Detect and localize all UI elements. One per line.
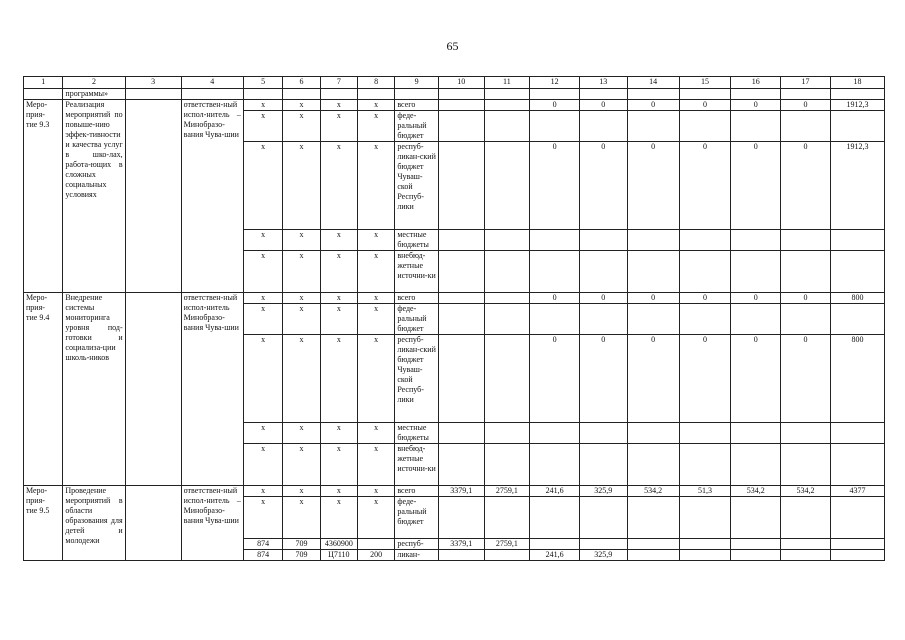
column-header: 10: [438, 77, 484, 89]
funding-source: внебюд-жетные источни-ки: [395, 444, 439, 486]
value-cell: [731, 251, 781, 293]
value-cell: x: [243, 335, 282, 423]
value-cell: 2759,1: [484, 486, 530, 497]
value-cell: x: [243, 293, 282, 304]
funding-source: местные бюджеты: [395, 423, 439, 444]
value-cell: [679, 444, 731, 486]
value-cell: x: [357, 304, 394, 335]
table-cell: [357, 89, 394, 100]
value-cell: 0: [579, 293, 627, 304]
budget-table: [23, 76, 885, 561]
value-cell: [830, 230, 884, 251]
value-cell: x: [243, 486, 282, 497]
table-cell: [320, 89, 357, 100]
value-cell: [731, 497, 781, 539]
column-header: 14: [627, 77, 679, 89]
value-cell: 0: [781, 335, 831, 423]
value-cell: [679, 497, 731, 539]
value-cell: 0: [530, 142, 580, 230]
value-cell: [679, 423, 731, 444]
table-cell: [395, 89, 439, 100]
column-header: 17: [781, 77, 831, 89]
value-cell: [530, 423, 580, 444]
value-cell: [627, 304, 679, 335]
value-cell: 0: [579, 335, 627, 423]
value-cell: x: [243, 111, 282, 142]
column-header: 4: [181, 77, 243, 89]
value-cell: x: [320, 111, 357, 142]
value-cell: 3379,1: [438, 539, 484, 550]
value-cell: [438, 142, 484, 230]
value-cell: [731, 423, 781, 444]
column-header: 16: [731, 77, 781, 89]
table-cell: [243, 89, 282, 100]
table-cell: [579, 89, 627, 100]
column-header: 15: [679, 77, 731, 89]
table-cell: [125, 486, 181, 561]
value-cell: [830, 539, 884, 550]
value-cell: [627, 251, 679, 293]
value-cell: x: [320, 251, 357, 293]
column-header: 3: [125, 77, 181, 89]
value-cell: 1912,3: [830, 142, 884, 230]
value-cell: x: [283, 444, 320, 486]
value-cell: x: [357, 444, 394, 486]
value-cell: x: [243, 304, 282, 335]
value-cell: [438, 111, 484, 142]
value-cell: 241,6: [530, 550, 580, 561]
table-cell: [830, 89, 884, 100]
value-cell: [530, 111, 580, 142]
table-cell: [181, 89, 243, 100]
funding-source: внебюд-жетные источни-ки: [395, 251, 439, 293]
value-cell: [781, 230, 831, 251]
column-header: 13: [579, 77, 627, 89]
column-header: 12: [530, 77, 580, 89]
table-cell: [125, 293, 181, 486]
value-cell: 874: [243, 539, 282, 550]
table-cell: [731, 89, 781, 100]
value-cell: x: [357, 251, 394, 293]
value-cell: [357, 539, 394, 550]
header-row: [24, 77, 885, 89]
value-cell: [484, 293, 530, 304]
value-cell: [579, 444, 627, 486]
measure-name: Внедрение системы мониторинга уровня под-готовки и социализа-ции школь-ников: [63, 293, 125, 486]
table-cell: [24, 89, 63, 100]
value-cell: [438, 230, 484, 251]
value-cell: x: [283, 304, 320, 335]
value-cell: 0: [627, 293, 679, 304]
value-cell: 4377: [830, 486, 884, 497]
table-cell: [438, 89, 484, 100]
value-cell: [579, 423, 627, 444]
value-cell: [679, 111, 731, 142]
value-cell: x: [320, 423, 357, 444]
column-header: 8: [357, 77, 394, 89]
value-cell: [679, 230, 731, 251]
value-cell: x: [357, 100, 394, 111]
column-header: 6: [283, 77, 320, 89]
table-row: [24, 100, 885, 111]
value-cell: [530, 251, 580, 293]
value-cell: 0: [627, 100, 679, 111]
value-cell: x: [357, 497, 394, 539]
value-cell: 534,2: [781, 486, 831, 497]
value-cell: 1912,3: [830, 100, 884, 111]
value-cell: 0: [530, 100, 580, 111]
value-cell: 800: [830, 293, 884, 304]
value-cell: [484, 100, 530, 111]
measure-code: Меро- прия- тие 9.3: [24, 100, 63, 293]
value-cell: 0: [627, 335, 679, 423]
value-cell: x: [243, 251, 282, 293]
value-cell: [579, 111, 627, 142]
funding-source: респуб-ликан-ский бюджет Чуваш-ской Респуб-лики: [395, 142, 439, 230]
funding-source: респуб-ликан-ский бюджет Чуваш-ской Респуб-лики: [395, 335, 439, 423]
value-cell: 0: [579, 100, 627, 111]
value-cell: x: [357, 230, 394, 251]
page-number: 65: [446, 39, 459, 53]
value-cell: [579, 304, 627, 335]
value-cell: 0: [731, 100, 781, 111]
value-cell: x: [283, 293, 320, 304]
value-cell: x: [283, 423, 320, 444]
value-cell: 2759,1: [484, 539, 530, 550]
table-cell: [283, 89, 320, 100]
value-cell: [579, 251, 627, 293]
value-cell: [438, 497, 484, 539]
value-cell: 3379,1: [438, 486, 484, 497]
value-cell: x: [357, 486, 394, 497]
value-cell: [679, 539, 731, 550]
value-cell: [438, 304, 484, 335]
value-cell: [627, 444, 679, 486]
column-header: 2: [63, 77, 125, 89]
value-cell: [627, 550, 679, 561]
value-cell: [484, 230, 530, 251]
value-cell: [484, 444, 530, 486]
column-header: 9: [395, 77, 439, 89]
value-cell: x: [283, 497, 320, 539]
funding-source: ликан-: [395, 550, 439, 561]
value-cell: x: [283, 100, 320, 111]
value-cell: [627, 497, 679, 539]
measure-name: Реализация мероприятий по повыше-нию эффек-тивности и качества услуг в шко-лах, работа-ющих в сложных социальных условиях: [63, 100, 125, 293]
value-cell: 200: [357, 550, 394, 561]
value-cell: [438, 251, 484, 293]
value-cell: [579, 539, 627, 550]
value-cell: [731, 230, 781, 251]
value-cell: 4360900: [320, 539, 357, 550]
table-row: [24, 293, 885, 304]
value-cell: [679, 251, 731, 293]
executor: ответствен-ный испол-нитель Минобразо-вания Чува-шии: [181, 293, 243, 486]
value-cell: x: [243, 100, 282, 111]
value-cell: 0: [781, 142, 831, 230]
value-cell: x: [283, 251, 320, 293]
value-cell: [484, 335, 530, 423]
value-cell: [484, 304, 530, 335]
value-cell: 0: [781, 293, 831, 304]
table-cell: [484, 89, 530, 100]
value-cell: [530, 539, 580, 550]
column-header: 5: [243, 77, 282, 89]
value-cell: 800: [830, 335, 884, 423]
value-cell: x: [320, 497, 357, 539]
table-cell: [530, 89, 580, 100]
value-cell: [484, 497, 530, 539]
value-cell: x: [243, 423, 282, 444]
value-cell: [731, 539, 781, 550]
value-cell: [731, 111, 781, 142]
value-cell: Ц7110: [320, 550, 357, 561]
value-cell: x: [357, 142, 394, 230]
funding-source: местные бюджеты: [395, 230, 439, 251]
value-cell: [627, 111, 679, 142]
value-cell: [830, 444, 884, 486]
value-cell: [830, 304, 884, 335]
column-header: 18: [830, 77, 884, 89]
value-cell: 0: [579, 142, 627, 230]
funding-source: феде-ральный бюджет: [395, 304, 439, 335]
value-cell: 0: [679, 100, 731, 111]
value-cell: x: [320, 230, 357, 251]
value-cell: [830, 497, 884, 539]
value-cell: 325,9: [579, 550, 627, 561]
value-cell: x: [357, 423, 394, 444]
value-cell: [781, 304, 831, 335]
value-cell: 0: [627, 142, 679, 230]
value-cell: [627, 539, 679, 550]
table-row: [24, 486, 885, 497]
table-cell: [679, 89, 731, 100]
value-cell: x: [320, 100, 357, 111]
value-cell: [484, 111, 530, 142]
value-cell: 534,2: [731, 486, 781, 497]
value-cell: [781, 423, 831, 444]
funding-source: феде-ральный бюджет: [395, 497, 439, 539]
value-cell: [438, 100, 484, 111]
value-cell: [579, 497, 627, 539]
value-cell: [438, 444, 484, 486]
value-cell: [781, 497, 831, 539]
value-cell: 0: [530, 335, 580, 423]
value-cell: [484, 142, 530, 230]
value-cell: x: [283, 486, 320, 497]
value-cell: 325,9: [579, 486, 627, 497]
funding-source: всего: [395, 100, 439, 111]
column-header: 11: [484, 77, 530, 89]
value-cell: x: [320, 293, 357, 304]
value-cell: 709: [283, 550, 320, 561]
value-cell: [530, 444, 580, 486]
value-cell: [830, 550, 884, 561]
value-cell: 0: [530, 293, 580, 304]
funding-source: респуб-: [395, 539, 439, 550]
value-cell: [830, 423, 884, 444]
value-cell: 709: [283, 539, 320, 550]
value-cell: [530, 230, 580, 251]
value-cell: x: [320, 142, 357, 230]
column-header: 1: [24, 77, 63, 89]
value-cell: [781, 539, 831, 550]
value-cell: x: [357, 335, 394, 423]
value-cell: [579, 230, 627, 251]
value-cell: x: [320, 335, 357, 423]
funding-source: всего: [395, 486, 439, 497]
value-cell: x: [243, 230, 282, 251]
value-cell: [781, 444, 831, 486]
table-cell: [627, 89, 679, 100]
table-cell: [781, 89, 831, 100]
value-cell: 0: [731, 142, 781, 230]
funding-source: всего: [395, 293, 439, 304]
value-cell: x: [357, 111, 394, 142]
value-cell: [438, 423, 484, 444]
measure-code: Меро- прия- тие 9.5: [24, 486, 63, 561]
value-cell: x: [283, 230, 320, 251]
value-cell: [438, 293, 484, 304]
value-cell: x: [243, 444, 282, 486]
value-cell: 241,6: [530, 486, 580, 497]
table-cell: программы»: [63, 89, 125, 100]
value-cell: x: [243, 142, 282, 230]
column-header: 7: [320, 77, 357, 89]
continuation-row: [24, 89, 885, 100]
table-cell: [125, 100, 181, 293]
measure-name: Проведение мероприятий в области образования для детей и молодежи: [63, 486, 125, 561]
value-cell: [484, 251, 530, 293]
value-cell: [484, 550, 530, 561]
table-cell: [125, 89, 181, 100]
value-cell: [781, 550, 831, 561]
value-cell: 534,2: [627, 486, 679, 497]
value-cell: 51,3: [679, 486, 731, 497]
value-cell: 0: [679, 293, 731, 304]
value-cell: [627, 423, 679, 444]
value-cell: [731, 550, 781, 561]
value-cell: [530, 304, 580, 335]
value-cell: x: [283, 335, 320, 423]
value-cell: 0: [679, 335, 731, 423]
value-cell: [781, 251, 831, 293]
value-cell: x: [283, 142, 320, 230]
value-cell: x: [283, 111, 320, 142]
value-cell: [530, 497, 580, 539]
value-cell: [679, 550, 731, 561]
value-cell: 0: [731, 335, 781, 423]
value-cell: [781, 111, 831, 142]
value-cell: 0: [731, 293, 781, 304]
value-cell: [438, 335, 484, 423]
value-cell: 0: [679, 142, 731, 230]
funding-source: феде-ральный бюджет: [395, 111, 439, 142]
value-cell: [830, 251, 884, 293]
value-cell: 0: [781, 100, 831, 111]
value-cell: x: [320, 444, 357, 486]
value-cell: [830, 111, 884, 142]
executor: ответствен-ный испол-нитель – Минобразо-вания Чува-шии: [181, 100, 243, 293]
value-cell: x: [357, 293, 394, 304]
value-cell: x: [320, 304, 357, 335]
value-cell: [731, 444, 781, 486]
value-cell: [731, 304, 781, 335]
value-cell: [679, 304, 731, 335]
value-cell: [484, 423, 530, 444]
executor: ответствен-ный испол-нитель – Минобразо-вания Чува-шии: [181, 486, 243, 561]
value-cell: [438, 550, 484, 561]
value-cell: x: [320, 486, 357, 497]
value-cell: 874: [243, 550, 282, 561]
value-cell: [627, 230, 679, 251]
measure-code: Меро- прия- тие 9.4: [24, 293, 63, 486]
value-cell: x: [243, 497, 282, 539]
